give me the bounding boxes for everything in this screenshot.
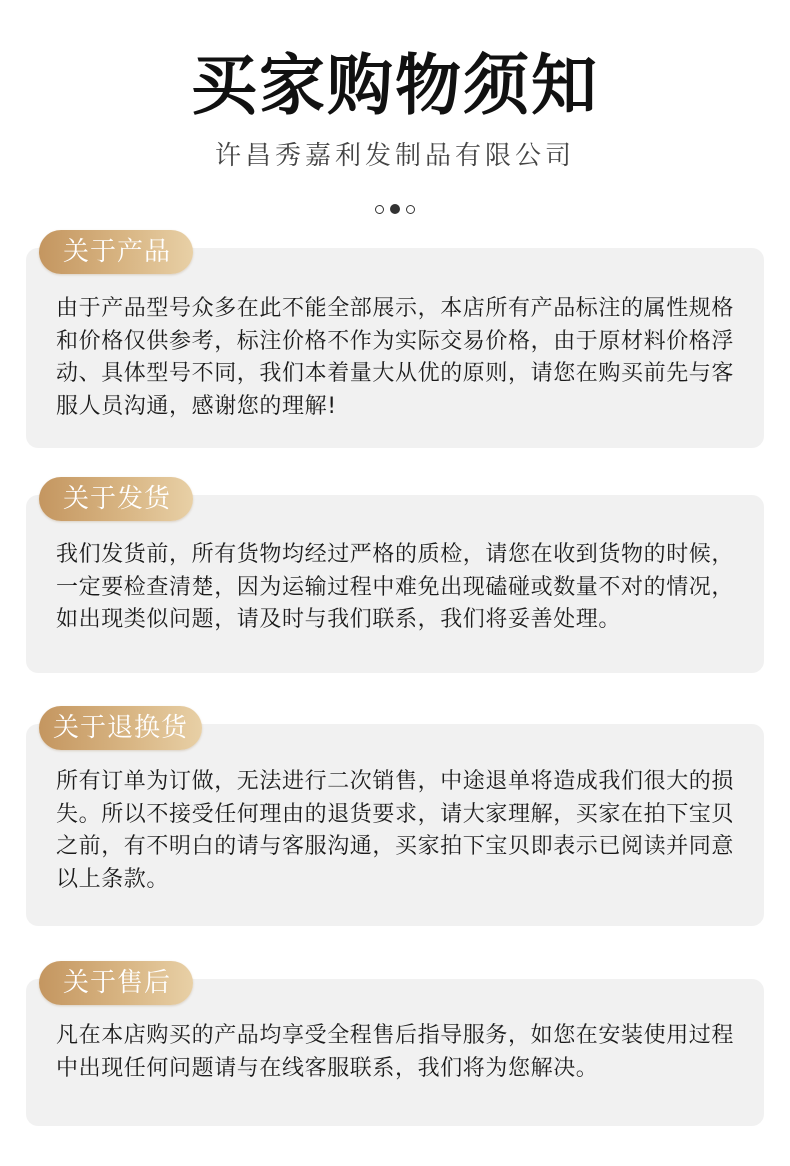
section-body-product: 由于产品型号众多在此不能全部展示，本店所有产品标注的属性规格和价格仅供参考，标注价格不作为实际交易价格，由于原材料价格浮动、具体型号不同，我们本着量大从优的原则，请您在购买前先与客服人员沟通，感谢您的理解! — [56, 296, 735, 419]
section-card-shipping — [26, 495, 764, 673]
pager-dot-2-active[interactable] — [390, 204, 400, 214]
pager-dot-1[interactable] — [375, 205, 384, 214]
section-tag-shipping: 关于发货 — [39, 477, 193, 521]
section-tag-aftersales: 关于售后 — [39, 961, 193, 1005]
page-title: 买家购物须知 — [191, 46, 599, 124]
section-body-aftersales: 凡在本店购买的产品均享受全程售后指导服务，如您在安装使用过程中出现任何问题请与在线客服联系，我们将为您解决。 — [56, 1023, 735, 1081]
section-card-returns — [26, 724, 764, 926]
pager-dot-3[interactable] — [406, 205, 415, 214]
pager-dots — [0, 202, 790, 216]
company-name: 许昌秀嘉利发制品有限公司 — [214, 141, 575, 171]
section-tag-returns: 关于退换货 — [39, 706, 202, 750]
section-body-shipping: 我们发货前，所有货物均经过严格的质检，请您在收到货物的时候，一定要检查清楚，因为运输过程中难免出现磕碰或数量不对的情况，如出现类似问题，请及时与我们联系，我们将妥善处理。 — [56, 542, 735, 632]
section-card-product — [26, 248, 764, 448]
page-header — [0, 0, 790, 230]
section-tag-product: 关于产品 — [39, 230, 193, 274]
section-body-returns: 所有订单为订做，无法进行二次销售，中途退单将造成我们很大的损失。所以不接受任何理由的退货要求，请大家理解，买家在拍下宝贝之前，有不明白的请与客服沟通，买家拍下宝贝即表示已阅读并同意以上条款。 — [56, 769, 735, 892]
